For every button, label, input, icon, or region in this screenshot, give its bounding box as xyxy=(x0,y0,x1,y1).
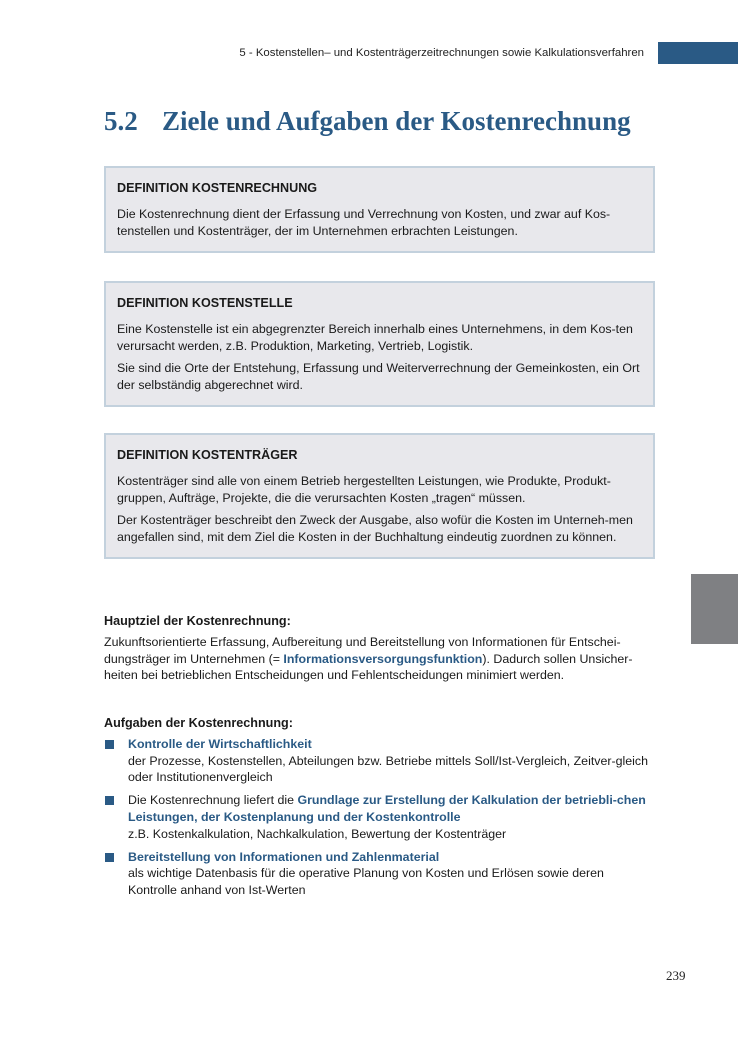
definition-box-kostentraeger xyxy=(104,433,655,559)
chapter-tab xyxy=(658,42,738,64)
definition-title: DEFINITION KOSTENTRÄGER xyxy=(117,448,298,462)
task-item xyxy=(104,849,656,899)
definition-text: Sie sind die Orte der Entstehung, Erfassung und Weiterverrechnung der Gemeinkosten, ein Ort der selbständig abgerechnet wird. xyxy=(117,361,640,392)
main-goal-text-before: Zukunftsorientierte Erfassung, Aufbereitung und Bereitstellung von Informationen für Entschei-dungsträger im Unternehmen (= xyxy=(104,634,621,666)
section-title-text: Ziele und Aufgaben der Kostenrechnung xyxy=(162,106,631,137)
definition-text: Der Kostenträger beschreibt den Zweck der Ausgabe, also wofür die Kosten im Unterneh-men angefallen sind, mit dem Ziel die Kosten in der Buchhaltung eindeutig zuordnen zu können. xyxy=(117,513,633,544)
task-highlight: Bereitstellung von Informationen und Zahlenmaterial xyxy=(128,849,440,864)
task-item xyxy=(104,736,656,786)
page-number: 239 xyxy=(666,968,686,983)
main-goal-text xyxy=(104,634,656,684)
task-list xyxy=(104,736,656,899)
bullet-square-icon xyxy=(105,853,114,862)
main-goal-section xyxy=(104,613,656,684)
main-goal-highlight: Informationsversorgungsfunktion xyxy=(283,651,483,666)
definition-title: DEFINITION KOSTENSTELLE xyxy=(117,296,293,310)
main-goal-heading: Hauptziel der Kostenrechnung: xyxy=(104,614,291,628)
definition-text: Kostenträger sind alle von einem Betrieb hergestellten Leistungen, wie Produkte, Produkt-gruppen, Aufträge, Projekte, die die verursachten Kosten „tragen“ müssen. xyxy=(117,474,611,505)
thumb-index-tab xyxy=(691,574,738,644)
task-lead: Die Kostenrechnung liefert die xyxy=(128,793,298,808)
definition-text: Eine Kostenstelle ist ein abgegrenzter Bereich innerhalb eines Unternehmens, in dem Kos-ten verursacht werden, z.B. Produktion, Marketing, Vertrieb, Logistik. xyxy=(117,322,633,353)
task-detail: als wichtige Datenbasis für die operative Planung von Kosten und Erlösen sowie deren Kontrolle anhand von Ist-Werten xyxy=(128,866,604,898)
tasks-section xyxy=(104,715,656,905)
definition-text: Die Kostenrechnung dient der Erfassung und Verrechnung von Kosten, und zwar auf Kos-tenstellen und Kostenträger, der im Unternehmen erbrachten Leistungen. xyxy=(117,207,611,238)
tasks-heading: Aufgaben der Kostenrechnung: xyxy=(104,716,293,730)
task-detail: der Prozesse, Kostenstellen, Abteilungen bzw. Betriebe mittels Soll/Ist-Vergleich, Zeitver-gleich oder Institutionenvergleich xyxy=(128,753,648,785)
definition-title: DEFINITION KOSTENRECHNUNG xyxy=(117,181,318,195)
task-highlight: Kontrolle der Wirtschaftlichkeit xyxy=(128,736,312,751)
section-number: 5.2 xyxy=(104,106,138,137)
bullet-square-icon xyxy=(105,740,114,749)
running-head: 5 - Kostenstellen– und Kostenträgerzeitrechnungen sowie Kalkulationsverfahren xyxy=(239,47,644,59)
definition-box-kostenrechnung xyxy=(104,166,655,253)
definition-box-kostenstelle xyxy=(104,281,655,407)
bullet-square-icon xyxy=(105,796,114,805)
task-detail: z.B. Kostenkalkulation, Nachkalkulation, Bewertung der Kostenträger xyxy=(128,826,507,841)
task-highlight: Grundlage zur Erstellung der Kalkulation der betriebli-chen Leistungen, der Kostenplanung und der Kostenkontrolle xyxy=(128,793,646,824)
main-goal-text-after: ). Dadurch sollen Unsicher-heiten bei betrieblichen Entscheidungen und Fehlentscheidungen minimiert werden. xyxy=(104,651,633,683)
task-item xyxy=(104,792,656,842)
section-title xyxy=(104,106,631,137)
